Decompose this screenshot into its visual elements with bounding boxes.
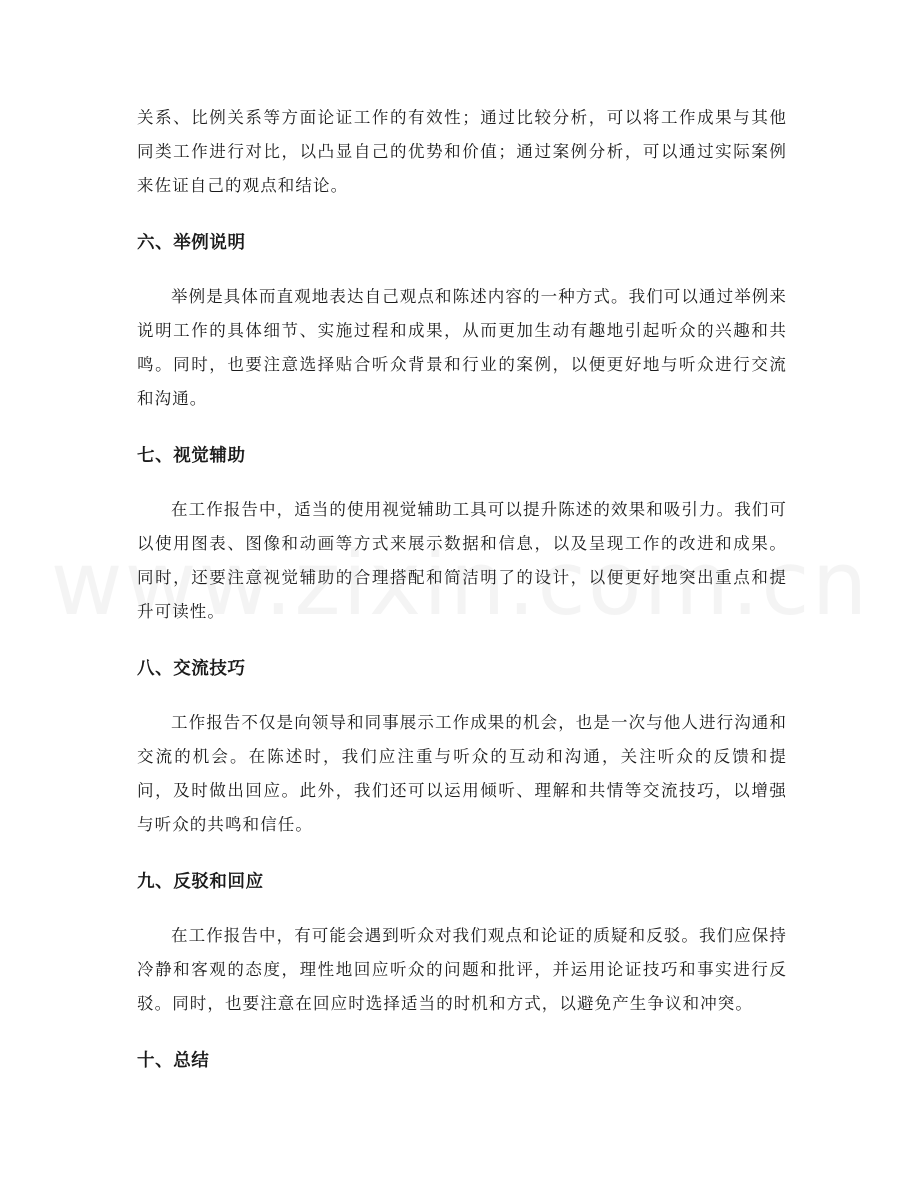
section-heading-6: 六、举例说明 [137,233,246,253]
section-body-9: 在工作报告中，有可能会遇到听众对我们观点和论证的质疑和反驳。我们应保持冷静和客观的态度，理性地回应听众的问题和批评，并运用论证技巧和事实进行反驳。同时，也要注意在回应时选择适当的时机和方式，以避免产生争议和冲突。 [137,926,787,1013]
intro-paragraph: 关系、比例关系等方面论证工作的有效性；通过比较分析，可以将工作成果与其他同类工作进行对比，以凸显自己的优势和价值；通过案例分析，可以通过实际案例来佐证自己的观点和结论。 [137,108,787,195]
section-body-7: 在工作报告中，适当的使用视觉辅助工具可以提升陈述的效果和吸引力。我们可以使用图表、图像和动画等方式来展示数据和信息，以及呈现工作的改进和成果。同时，还要注意视觉辅助的合理搭配和简洁明了的设计，以便更好地突出重点和提升可读性。 [137,500,787,621]
section-heading-10: 十、总结 [137,1051,210,1071]
section-body-8: 工作报告不仅是向领导和同事展示工作成果的机会，也是一次与他人进行沟通和交流的机会。在陈述时，我们应注重与听众的互动和沟通，关注听众的反馈和提问，及时做出回应。此外，我们还可以运用倾听、理解和共情等交流技巧，以增强与听众的共鸣和信任。 [137,713,787,834]
section-heading-8: 八、交流技巧 [137,659,246,679]
section-heading-7: 七、视觉辅助 [137,446,246,466]
section-heading-9: 九、反驳和回应 [137,872,264,892]
document-content [137,101,787,1078]
section-body-6: 举例是具体而直观地表达自己观点和陈述内容的一种方式。我们可以通过举例来说明工作的具体细节、实施过程和成果，从而更加生动有趣地引起听众的兴趣和共鸣。同时，也要注意选择贴合听众背景和行业的案例，以便更好地与听众进行交流和沟通。 [137,287,787,408]
